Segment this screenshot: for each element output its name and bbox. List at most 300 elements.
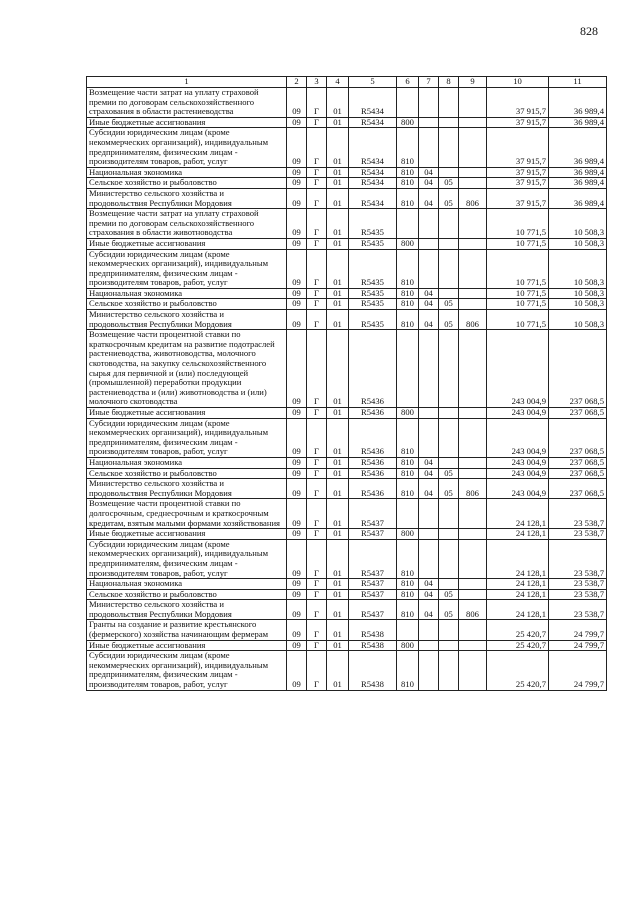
row-value-cell: 810 bbox=[397, 479, 419, 499]
row-value-cell: 24 799,7 bbox=[549, 651, 607, 690]
row-value-cell: 01 bbox=[327, 620, 349, 640]
row-value-cell: 04 bbox=[419, 468, 439, 479]
row-value-cell bbox=[459, 288, 487, 299]
row-value-cell: 05 bbox=[439, 589, 459, 600]
column-header: 11 bbox=[549, 77, 607, 88]
row-name-cell: Министерство сельского хозяйства и продовольствия Республики Мордовия bbox=[87, 310, 287, 330]
row-value-cell bbox=[459, 330, 487, 408]
row-value-cell: Г bbox=[307, 209, 327, 239]
row-value-cell: 243 004,9 bbox=[487, 457, 549, 468]
row-value-cell: 01 bbox=[327, 117, 349, 128]
row-value-cell: Г bbox=[307, 330, 327, 408]
row-value-cell: Г bbox=[307, 620, 327, 640]
row-value-cell bbox=[419, 499, 439, 529]
page-number: 828 bbox=[580, 24, 598, 38]
table-row bbox=[87, 468, 607, 479]
row-value-cell: 23 538,7 bbox=[549, 600, 607, 620]
row-value-cell: 05 bbox=[439, 188, 459, 208]
row-value-cell: 10 771,5 bbox=[487, 310, 549, 330]
row-value-cell bbox=[459, 88, 487, 118]
row-value-cell bbox=[439, 499, 459, 529]
row-value-cell: R5435 bbox=[349, 249, 397, 288]
row-value-cell bbox=[459, 178, 487, 189]
row-name-cell: Иные бюджетные ассигнования bbox=[87, 640, 287, 651]
row-value-cell: 09 bbox=[287, 128, 307, 167]
table-row bbox=[87, 600, 607, 620]
row-value-cell: R5435 bbox=[349, 238, 397, 249]
row-value-cell: Г bbox=[307, 408, 327, 419]
row-value-cell: 10 508,3 bbox=[549, 299, 607, 310]
row-value-cell bbox=[419, 529, 439, 540]
row-value-cell: 09 bbox=[287, 310, 307, 330]
row-value-cell bbox=[439, 640, 459, 651]
row-value-cell bbox=[397, 330, 419, 408]
row-value-cell: 09 bbox=[287, 330, 307, 408]
row-value-cell: R5434 bbox=[349, 117, 397, 128]
row-value-cell: 05 bbox=[439, 479, 459, 499]
row-value-cell: 25 420,7 bbox=[487, 651, 549, 690]
row-value-cell bbox=[459, 640, 487, 651]
row-name-cell: Возмещение части процентной ставки по краткосрочным кредитам на развитие подотраслей растениеводства, животноводства, молочного скотоводства, на закупку сельскохозяйственного сырья для первичной и (или) последующей (промышленной) переработки продукции растениеводства и (или) животноводства и (или) молочного скотоводства bbox=[87, 330, 287, 408]
row-value-cell bbox=[439, 249, 459, 288]
table-row bbox=[87, 178, 607, 189]
row-value-cell: 24 128,1 bbox=[487, 589, 549, 600]
row-value-cell: 23 538,7 bbox=[549, 539, 607, 578]
row-value-cell bbox=[419, 209, 439, 239]
row-value-cell: 810 bbox=[397, 468, 419, 479]
row-value-cell: 24 128,1 bbox=[487, 539, 549, 578]
row-value-cell: 810 bbox=[397, 589, 419, 600]
column-header: 1 bbox=[87, 77, 287, 88]
column-header: 3 bbox=[307, 77, 327, 88]
row-value-cell: 24 128,1 bbox=[487, 600, 549, 620]
row-value-cell: 01 bbox=[327, 88, 349, 118]
row-value-cell: 806 bbox=[459, 479, 487, 499]
row-name-cell: Иные бюджетные ассигнования bbox=[87, 408, 287, 419]
row-value-cell bbox=[439, 167, 459, 178]
row-value-cell: 37 915,7 bbox=[487, 128, 549, 167]
row-value-cell: 10 771,5 bbox=[487, 209, 549, 239]
row-value-cell: 01 bbox=[327, 579, 349, 590]
row-value-cell: 01 bbox=[327, 600, 349, 620]
column-header: 9 bbox=[459, 77, 487, 88]
row-value-cell: 37 915,7 bbox=[487, 167, 549, 178]
row-value-cell: 25 420,7 bbox=[487, 640, 549, 651]
row-value-cell: 243 004,9 bbox=[487, 330, 549, 408]
row-value-cell: R5435 bbox=[349, 288, 397, 299]
row-value-cell: 800 bbox=[397, 529, 419, 540]
row-value-cell: 810 bbox=[397, 310, 419, 330]
row-value-cell: 09 bbox=[287, 579, 307, 590]
row-name-cell: Национальная экономика bbox=[87, 579, 287, 590]
row-value-cell: R5437 bbox=[349, 539, 397, 578]
table-row bbox=[87, 238, 607, 249]
row-value-cell: Г bbox=[307, 589, 327, 600]
table-row bbox=[87, 128, 607, 167]
row-value-cell bbox=[439, 408, 459, 419]
row-value-cell: Г bbox=[307, 310, 327, 330]
row-value-cell: 04 bbox=[419, 579, 439, 590]
row-value-cell: 09 bbox=[287, 238, 307, 249]
row-value-cell: 237 068,5 bbox=[549, 418, 607, 457]
row-name-cell: Национальная экономика bbox=[87, 457, 287, 468]
table-row bbox=[87, 167, 607, 178]
row-value-cell: 800 bbox=[397, 238, 419, 249]
row-value-cell bbox=[459, 457, 487, 468]
row-value-cell: R5434 bbox=[349, 188, 397, 208]
row-value-cell: R5434 bbox=[349, 128, 397, 167]
row-value-cell bbox=[459, 539, 487, 578]
row-value-cell: R5436 bbox=[349, 468, 397, 479]
row-value-cell: 810 bbox=[397, 249, 419, 288]
row-value-cell: 37 915,7 bbox=[487, 88, 549, 118]
row-value-cell: 04 bbox=[419, 600, 439, 620]
row-value-cell bbox=[397, 88, 419, 118]
row-value-cell: 36 989,4 bbox=[549, 188, 607, 208]
column-header: 5 bbox=[349, 77, 397, 88]
row-value-cell: 237 068,5 bbox=[549, 330, 607, 408]
row-value-cell: 01 bbox=[327, 457, 349, 468]
row-value-cell bbox=[459, 249, 487, 288]
row-value-cell: Г bbox=[307, 288, 327, 299]
row-value-cell: 10 508,3 bbox=[549, 209, 607, 239]
row-value-cell: Г bbox=[307, 600, 327, 620]
row-value-cell bbox=[459, 651, 487, 690]
table-row bbox=[87, 288, 607, 299]
row-value-cell: Г bbox=[307, 468, 327, 479]
row-value-cell: 09 bbox=[287, 178, 307, 189]
row-value-cell: 09 bbox=[287, 539, 307, 578]
row-name-cell: Национальная экономика bbox=[87, 288, 287, 299]
row-name-cell: Возмещение части процентной ставки по долгосрочным, среднесрочным и краткосрочным кредитам, взятым малыми формами хозяйствования bbox=[87, 499, 287, 529]
row-value-cell: 01 bbox=[327, 479, 349, 499]
row-value-cell: 01 bbox=[327, 249, 349, 288]
row-value-cell bbox=[419, 249, 439, 288]
row-value-cell: 04 bbox=[419, 479, 439, 499]
row-value-cell bbox=[459, 468, 487, 479]
row-value-cell: 237 068,5 bbox=[549, 468, 607, 479]
row-value-cell: R5436 bbox=[349, 330, 397, 408]
row-value-cell: R5434 bbox=[349, 88, 397, 118]
column-header: 4 bbox=[327, 77, 349, 88]
row-value-cell: 01 bbox=[327, 640, 349, 651]
row-value-cell bbox=[439, 209, 459, 239]
row-value-cell: 810 bbox=[397, 128, 419, 167]
row-value-cell bbox=[459, 238, 487, 249]
row-value-cell: 36 989,4 bbox=[549, 117, 607, 128]
row-value-cell: 05 bbox=[439, 178, 459, 189]
row-value-cell: R5438 bbox=[349, 620, 397, 640]
row-value-cell: 09 bbox=[287, 117, 307, 128]
row-value-cell: 04 bbox=[419, 310, 439, 330]
row-value-cell: 24 799,7 bbox=[549, 640, 607, 651]
row-value-cell: 09 bbox=[287, 299, 307, 310]
row-value-cell: 05 bbox=[439, 310, 459, 330]
row-value-cell: Г bbox=[307, 479, 327, 499]
row-name-cell: Субсидии юридическим лицам (кроме некоммерческих организаций), индивидуальным предпринимателям, физическим лицам - производителям товаров, работ, услуг bbox=[87, 128, 287, 167]
table-row bbox=[87, 299, 607, 310]
row-value-cell: 09 bbox=[287, 188, 307, 208]
row-value-cell: 24 128,1 bbox=[487, 579, 549, 590]
row-value-cell: 01 bbox=[327, 651, 349, 690]
row-value-cell: 810 bbox=[397, 600, 419, 620]
table-row bbox=[87, 209, 607, 239]
row-value-cell bbox=[419, 330, 439, 408]
row-value-cell: 810 bbox=[397, 457, 419, 468]
row-value-cell: 04 bbox=[419, 299, 439, 310]
table-row bbox=[87, 640, 607, 651]
row-value-cell: Г bbox=[307, 188, 327, 208]
row-value-cell: 01 bbox=[327, 299, 349, 310]
table-row bbox=[87, 479, 607, 499]
row-value-cell bbox=[459, 167, 487, 178]
row-value-cell: 237 068,5 bbox=[549, 457, 607, 468]
row-value-cell: 09 bbox=[287, 408, 307, 419]
row-value-cell: R5435 bbox=[349, 299, 397, 310]
row-value-cell: 10 771,5 bbox=[487, 299, 549, 310]
row-value-cell bbox=[419, 88, 439, 118]
row-value-cell: 36 989,4 bbox=[549, 88, 607, 118]
row-value-cell: 810 bbox=[397, 299, 419, 310]
budget-table bbox=[86, 76, 607, 691]
row-value-cell: 37 915,7 bbox=[487, 178, 549, 189]
row-value-cell: Г bbox=[307, 529, 327, 540]
row-value-cell: R5436 bbox=[349, 408, 397, 419]
row-value-cell: 01 bbox=[327, 330, 349, 408]
row-value-cell: 05 bbox=[439, 600, 459, 620]
row-value-cell: Г bbox=[307, 539, 327, 578]
row-value-cell bbox=[419, 620, 439, 640]
row-name-cell: Субсидии юридическим лицам (кроме некоммерческих организаций), индивидуальным предпринимателям, физическим лицам - производителям товаров, работ, услуг bbox=[87, 249, 287, 288]
row-value-cell: 243 004,9 bbox=[487, 479, 549, 499]
row-name-cell: Возмещение части затрат на уплату страховой премии по договорам сельскохозяйственного страхования в области растениеводства bbox=[87, 88, 287, 118]
row-value-cell: 800 bbox=[397, 640, 419, 651]
row-value-cell bbox=[439, 457, 459, 468]
row-value-cell: R5436 bbox=[349, 457, 397, 468]
row-value-cell: 01 bbox=[327, 167, 349, 178]
row-value-cell: 01 bbox=[327, 128, 349, 167]
table-row bbox=[87, 579, 607, 590]
row-name-cell: Национальная экономика bbox=[87, 167, 287, 178]
row-name-cell: Сельское хозяйство и рыболовство bbox=[87, 468, 287, 479]
row-value-cell: 23 538,7 bbox=[549, 589, 607, 600]
row-value-cell: 09 bbox=[287, 88, 307, 118]
row-value-cell: 243 004,9 bbox=[487, 408, 549, 419]
row-value-cell: R5435 bbox=[349, 310, 397, 330]
row-value-cell: 24 128,1 bbox=[487, 499, 549, 529]
row-value-cell: Г bbox=[307, 499, 327, 529]
row-value-cell: 09 bbox=[287, 468, 307, 479]
row-value-cell: 01 bbox=[327, 529, 349, 540]
row-value-cell: Г bbox=[307, 117, 327, 128]
row-value-cell: 09 bbox=[287, 288, 307, 299]
row-value-cell: R5437 bbox=[349, 579, 397, 590]
row-value-cell: 237 068,5 bbox=[549, 408, 607, 419]
row-value-cell: 01 bbox=[327, 589, 349, 600]
row-value-cell bbox=[439, 330, 459, 408]
row-value-cell bbox=[419, 238, 439, 249]
row-value-cell: R5434 bbox=[349, 167, 397, 178]
row-value-cell: 01 bbox=[327, 310, 349, 330]
row-name-cell: Субсидии юридическим лицам (кроме некоммерческих организаций), индивидуальным предпринимателям, физическим лицам - производителям товаров, работ, услуг bbox=[87, 418, 287, 457]
row-value-cell: 05 bbox=[439, 299, 459, 310]
row-value-cell: 24 128,1 bbox=[487, 529, 549, 540]
row-value-cell: Г bbox=[307, 249, 327, 288]
row-value-cell: R5434 bbox=[349, 178, 397, 189]
row-value-cell: 09 bbox=[287, 249, 307, 288]
row-value-cell: Г bbox=[307, 178, 327, 189]
row-value-cell: 10 771,5 bbox=[487, 238, 549, 249]
row-value-cell: 810 bbox=[397, 188, 419, 208]
row-value-cell: R5438 bbox=[349, 651, 397, 690]
table-header bbox=[87, 77, 607, 88]
row-value-cell: 23 538,7 bbox=[549, 499, 607, 529]
row-value-cell: 806 bbox=[459, 188, 487, 208]
column-header: 7 bbox=[419, 77, 439, 88]
row-value-cell: 36 989,4 bbox=[549, 128, 607, 167]
row-value-cell: 237 068,5 bbox=[549, 479, 607, 499]
row-value-cell: R5437 bbox=[349, 600, 397, 620]
row-name-cell: Иные бюджетные ассигнования bbox=[87, 529, 287, 540]
row-value-cell: 800 bbox=[397, 117, 419, 128]
row-value-cell: 806 bbox=[459, 600, 487, 620]
row-name-cell: Сельское хозяйство и рыболовство bbox=[87, 178, 287, 189]
row-value-cell: 243 004,9 bbox=[487, 418, 549, 457]
row-value-cell bbox=[459, 589, 487, 600]
row-value-cell: 810 bbox=[397, 167, 419, 178]
column-header: 8 bbox=[439, 77, 459, 88]
row-value-cell: 04 bbox=[419, 589, 439, 600]
row-name-cell: Гранты на создание и развитие крестьянского (фермерского) хозяйства начинающим фермерам bbox=[87, 620, 287, 640]
row-name-cell: Министерство сельского хозяйства и продовольствия Республики Мордовия bbox=[87, 188, 287, 208]
row-value-cell bbox=[439, 238, 459, 249]
row-value-cell bbox=[459, 408, 487, 419]
table-row bbox=[87, 330, 607, 408]
row-value-cell: R5437 bbox=[349, 529, 397, 540]
row-value-cell: 09 bbox=[287, 209, 307, 239]
row-value-cell: 810 bbox=[397, 178, 419, 189]
row-value-cell bbox=[459, 579, 487, 590]
row-value-cell: 01 bbox=[327, 468, 349, 479]
row-value-cell: 01 bbox=[327, 188, 349, 208]
table-row bbox=[87, 651, 607, 690]
row-value-cell: Г bbox=[307, 651, 327, 690]
row-value-cell: Г bbox=[307, 457, 327, 468]
row-value-cell: 37 915,7 bbox=[487, 188, 549, 208]
table-row bbox=[87, 310, 607, 330]
row-value-cell bbox=[459, 209, 487, 239]
row-value-cell bbox=[419, 128, 439, 167]
row-value-cell: R5437 bbox=[349, 589, 397, 600]
row-value-cell: 37 915,7 bbox=[487, 117, 549, 128]
row-value-cell bbox=[459, 117, 487, 128]
row-value-cell: 10 508,3 bbox=[549, 288, 607, 299]
row-value-cell bbox=[459, 418, 487, 457]
row-value-cell: 04 bbox=[419, 167, 439, 178]
row-value-cell: 01 bbox=[327, 238, 349, 249]
table-row bbox=[87, 117, 607, 128]
row-value-cell bbox=[439, 117, 459, 128]
row-value-cell: R5436 bbox=[349, 479, 397, 499]
row-name-cell: Иные бюджетные ассигнования bbox=[87, 238, 287, 249]
row-name-cell: Иные бюджетные ассигнования bbox=[87, 117, 287, 128]
row-value-cell bbox=[439, 418, 459, 457]
row-value-cell bbox=[459, 128, 487, 167]
row-name-cell: Субсидии юридическим лицам (кроме некоммерческих организаций), индивидуальным предпринимателям, физическим лицам - производителям товаров, работ, услуг bbox=[87, 539, 287, 578]
row-name-cell: Сельское хозяйство и рыболовство bbox=[87, 299, 287, 310]
table-row bbox=[87, 418, 607, 457]
row-value-cell: 09 bbox=[287, 529, 307, 540]
row-value-cell bbox=[459, 299, 487, 310]
row-value-cell: 04 bbox=[419, 457, 439, 468]
row-value-cell: 04 bbox=[419, 288, 439, 299]
column-header: 10 bbox=[487, 77, 549, 88]
table-row bbox=[87, 408, 607, 419]
row-value-cell: 04 bbox=[419, 188, 439, 208]
row-value-cell: Г bbox=[307, 128, 327, 167]
row-value-cell bbox=[397, 620, 419, 640]
row-value-cell: 23 538,7 bbox=[549, 529, 607, 540]
row-value-cell: 09 bbox=[287, 499, 307, 529]
row-value-cell: 810 bbox=[397, 651, 419, 690]
row-value-cell: 10 771,5 bbox=[487, 288, 549, 299]
table-row bbox=[87, 499, 607, 529]
row-value-cell: 810 bbox=[397, 539, 419, 578]
row-value-cell: 810 bbox=[397, 579, 419, 590]
row-value-cell bbox=[459, 499, 487, 529]
row-name-cell: Министерство сельского хозяйства и продовольствия Республики Мордовия bbox=[87, 600, 287, 620]
table-row bbox=[87, 249, 607, 288]
row-value-cell: Г bbox=[307, 238, 327, 249]
row-value-cell: Г bbox=[307, 167, 327, 178]
row-name-cell: Сельское хозяйство и рыболовство bbox=[87, 589, 287, 600]
row-value-cell: 810 bbox=[397, 418, 419, 457]
table-row bbox=[87, 620, 607, 640]
table-row bbox=[87, 88, 607, 118]
row-value-cell bbox=[397, 499, 419, 529]
row-value-cell: 36 989,4 bbox=[549, 178, 607, 189]
row-value-cell: 806 bbox=[459, 310, 487, 330]
row-value-cell bbox=[419, 418, 439, 457]
row-value-cell bbox=[419, 640, 439, 651]
row-value-cell: 24 799,7 bbox=[549, 620, 607, 640]
row-value-cell bbox=[439, 529, 459, 540]
table-row bbox=[87, 188, 607, 208]
row-value-cell: Г bbox=[307, 299, 327, 310]
row-value-cell: 23 538,7 bbox=[549, 579, 607, 590]
row-value-cell: 04 bbox=[419, 178, 439, 189]
row-value-cell bbox=[439, 88, 459, 118]
row-value-cell: 05 bbox=[439, 468, 459, 479]
row-value-cell bbox=[419, 117, 439, 128]
row-value-cell: Г bbox=[307, 640, 327, 651]
row-value-cell: Г bbox=[307, 579, 327, 590]
row-value-cell: Г bbox=[307, 88, 327, 118]
row-value-cell: 09 bbox=[287, 651, 307, 690]
row-value-cell bbox=[439, 579, 459, 590]
row-value-cell: R5435 bbox=[349, 209, 397, 239]
row-value-cell: 09 bbox=[287, 479, 307, 499]
row-value-cell bbox=[439, 128, 459, 167]
row-value-cell: Г bbox=[307, 418, 327, 457]
table-row bbox=[87, 589, 607, 600]
row-value-cell: 10 508,3 bbox=[549, 310, 607, 330]
column-header: 2 bbox=[287, 77, 307, 88]
row-value-cell: 01 bbox=[327, 418, 349, 457]
row-value-cell bbox=[419, 408, 439, 419]
row-value-cell bbox=[439, 288, 459, 299]
row-value-cell: 25 420,7 bbox=[487, 620, 549, 640]
